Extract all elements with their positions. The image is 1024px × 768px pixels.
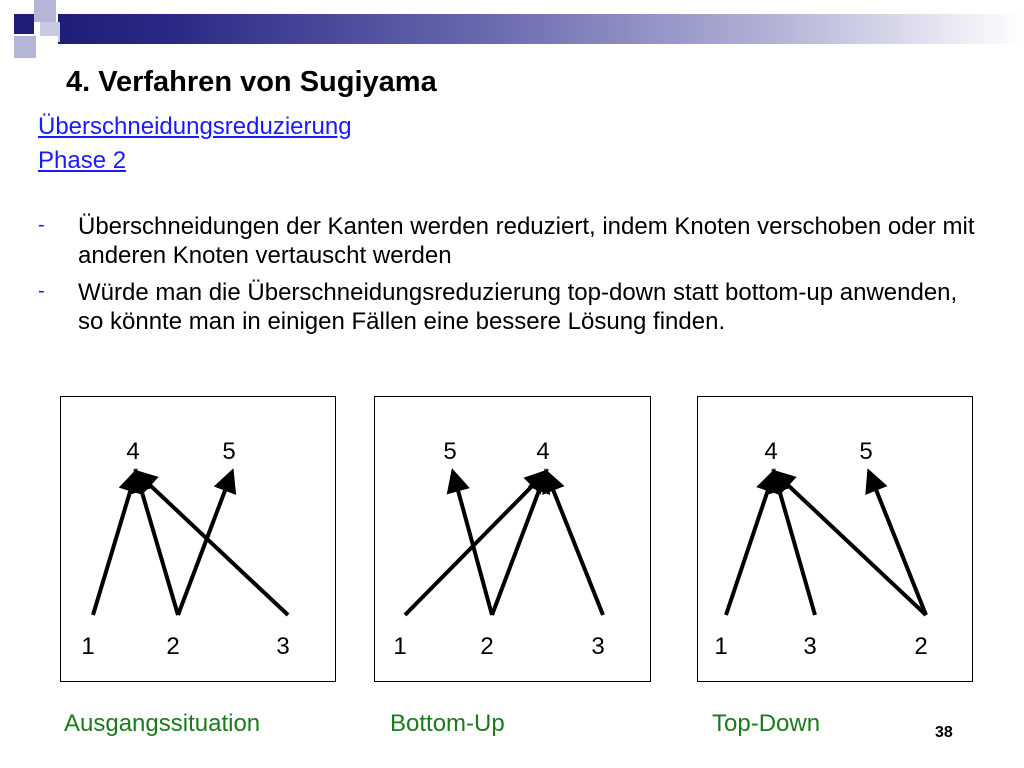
- diagram-graph: [698, 397, 972, 681]
- node-label: 4: [536, 438, 550, 465]
- edge-arrow: [869, 472, 926, 615]
- edge-arrow: [774, 472, 926, 615]
- node-label: 4: [764, 438, 778, 465]
- caption-top-down: Top-Down: [712, 710, 821, 737]
- node-label: 2: [914, 633, 928, 660]
- edge-arrow: [726, 472, 774, 615]
- bullet-text: Überschneidungen der Kanten werden reduziert, indem Knoten verschoben oder mit anderen Knoten vertauscht werden: [78, 213, 975, 269]
- subtitle-link[interactable]: Phase 2: [38, 147, 127, 174]
- node-label: 5: [443, 438, 457, 465]
- slide-title: 4. Verfahren von Sugiyama: [66, 66, 437, 98]
- page-number: 38: [935, 724, 953, 741]
- bullet-text: Würde man die Überschneidungsreduzierung top-down statt bottom-up anwenden, so könnte man in einigen Fällen eine bessere Lösung finden.: [78, 279, 958, 335]
- node-label: 2: [166, 633, 180, 660]
- caption-ausgangssituation: Ausgangssituation: [64, 710, 261, 737]
- header-square-dark: [14, 14, 34, 34]
- bullet-list: [38, 212, 988, 336]
- diagram-bottom-up: [374, 396, 651, 682]
- edge-arrow: [405, 472, 546, 615]
- header-square-light: [34, 0, 56, 22]
- node-label: 5: [859, 438, 873, 465]
- edges: [405, 472, 603, 615]
- bullet-item: [38, 212, 988, 270]
- edge-arrow: [492, 472, 546, 615]
- subtitle-link[interactable]: Überschneidungsreduzierung: [38, 113, 352, 140]
- edge-arrow: [453, 472, 492, 615]
- node-label: 3: [803, 633, 817, 660]
- node-label: 2: [480, 633, 494, 660]
- nodes: [393, 438, 604, 660]
- edge-arrow: [93, 472, 136, 615]
- node-label: 1: [393, 633, 407, 660]
- edges: [93, 472, 288, 615]
- diagram-ausgangssituation: [60, 396, 336, 682]
- header-square-light: [14, 36, 36, 58]
- bullet-marker: -: [38, 214, 45, 236]
- edge-arrow: [546, 472, 603, 615]
- node-label: 1: [81, 633, 95, 660]
- edge-arrow: [178, 472, 232, 615]
- bullet-item: [38, 278, 988, 336]
- bullet-marker: -: [38, 280, 45, 302]
- node-label: 3: [276, 633, 290, 660]
- node-label: 5: [222, 438, 236, 465]
- edges: [726, 472, 926, 615]
- node-label: 3: [591, 633, 605, 660]
- diagram-top-down: [697, 396, 973, 682]
- diagram-graph: [61, 397, 335, 681]
- diagram-graph: [375, 397, 650, 681]
- header-square-white: [36, 36, 58, 58]
- node-label: 4: [126, 438, 140, 465]
- node-label: 1: [714, 633, 728, 660]
- caption-bottom-up: Bottom-Up: [390, 710, 505, 737]
- header-gradient-bar: [58, 14, 1024, 44]
